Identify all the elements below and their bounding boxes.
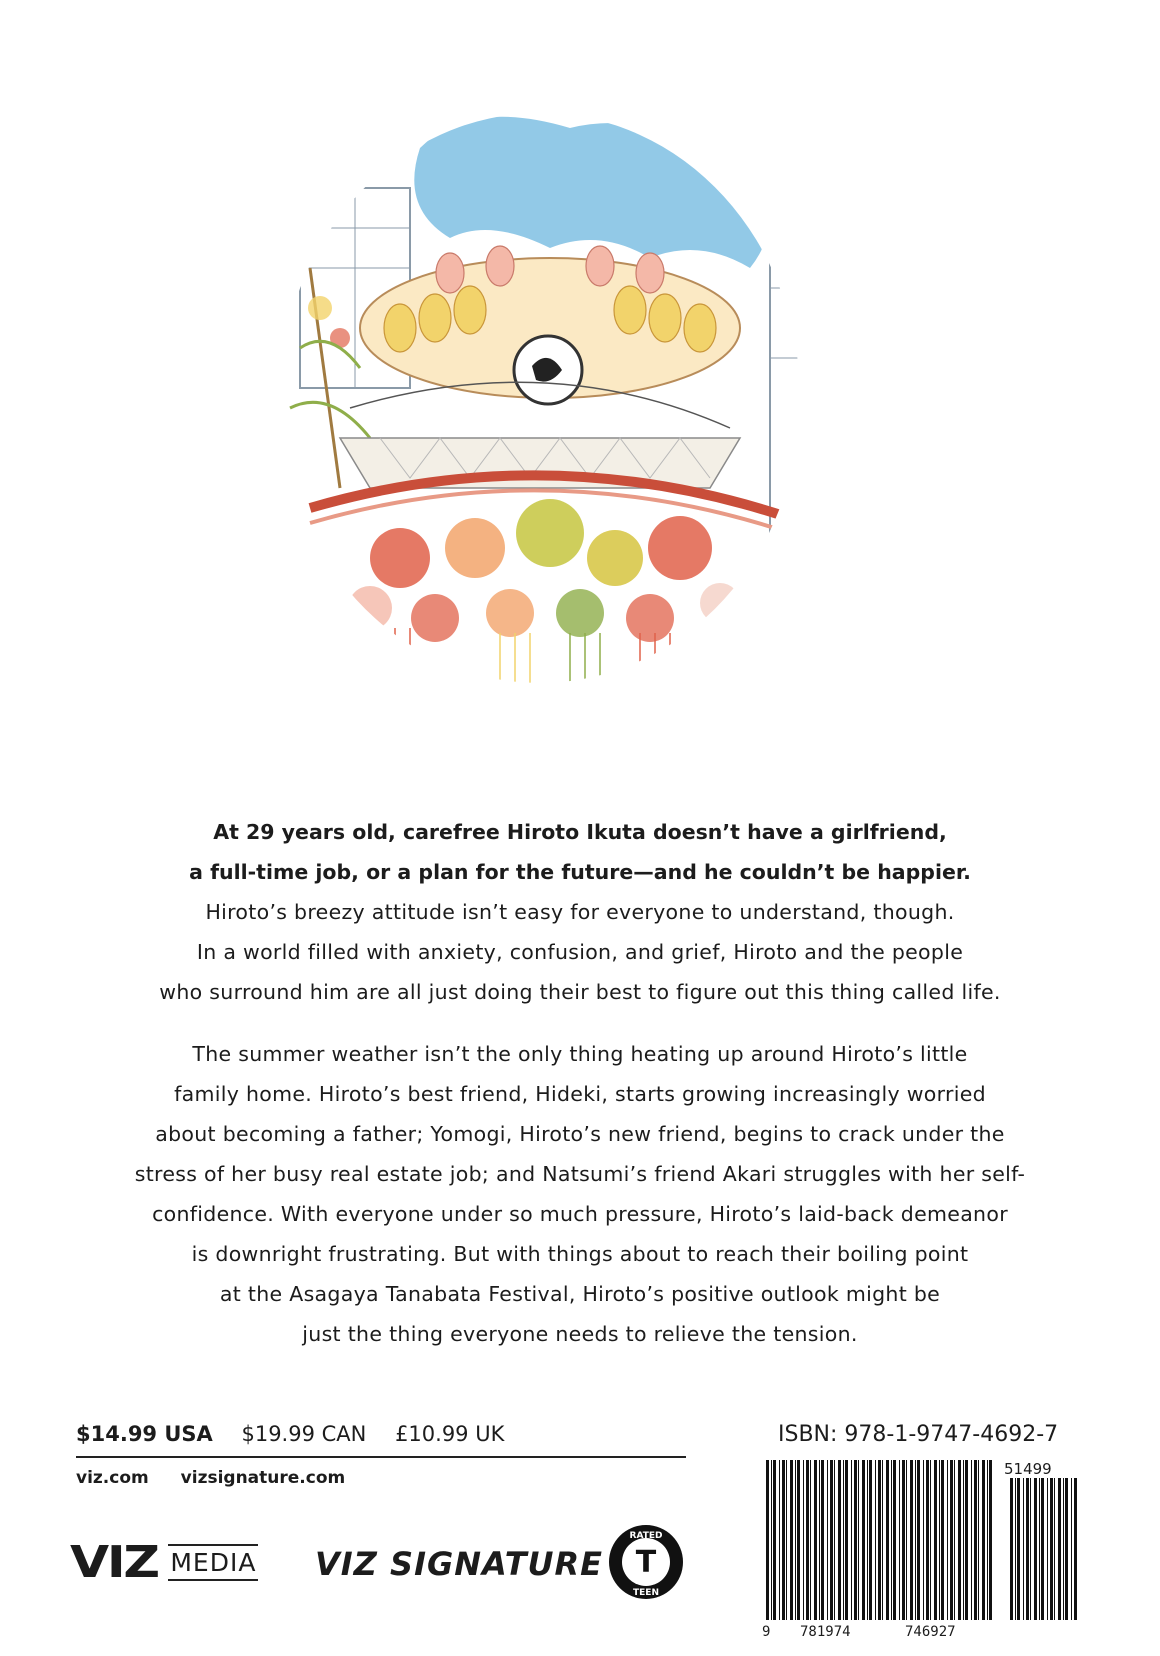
barcode-bar — [766, 1460, 769, 1620]
barcode-bar — [1065, 1478, 1068, 1620]
publisher-urls — [76, 1468, 371, 1488]
isbn-barcode — [760, 1448, 1080, 1628]
viz-media-logo — [70, 1532, 258, 1592]
barcode-bar — [1030, 1478, 1031, 1620]
summary-line: just the thing everyone needs to relieve the tension. — [302, 1322, 858, 1346]
barcode-bar — [1054, 1478, 1055, 1620]
tagline-line: At 29 years old, carefree Hiroto Ikuta doesn’t have a girlfriend, — [213, 820, 947, 844]
summary-line: is downright frustrating. But with things about to reach their boiling point — [191, 1242, 969, 1266]
barcode-bar — [843, 1460, 844, 1620]
price-can: $19.99 CAN — [241, 1422, 367, 1446]
barcode-bar — [1047, 1478, 1048, 1620]
barcode-digit-first: 9 — [762, 1624, 771, 1640]
barcode-bar — [806, 1460, 809, 1620]
price-usa: $14.99 USA — [76, 1422, 213, 1446]
barcode-bar — [978, 1460, 979, 1620]
tagline-line: a full-time job, or a plan for the future—and he couldn’t be happier. — [189, 860, 971, 884]
barcode-bar — [1010, 1478, 1013, 1620]
barcode-bar — [803, 1460, 804, 1620]
barcode-bar — [790, 1460, 793, 1620]
barcode-bar — [858, 1460, 859, 1620]
barcode-bar — [958, 1460, 961, 1620]
viz-signature-logo: VIZ SIGNATURE — [315, 1545, 604, 1583]
barcode-bar — [797, 1460, 800, 1620]
price-uk: £10.99 UK — [395, 1422, 505, 1446]
barcode-bar — [830, 1460, 833, 1620]
barcode-bar — [1017, 1478, 1020, 1620]
summary-line: Hiroto’s breezy attitude isn’t easy for everyone to understand, though. — [205, 900, 955, 924]
barcode-bar — [1034, 1478, 1037, 1620]
barcode-bar — [795, 1460, 796, 1620]
barcode-bar — [950, 1460, 953, 1620]
barcode-bar — [963, 1460, 964, 1620]
barcode-bar — [867, 1460, 868, 1620]
barcode-bar — [906, 1460, 907, 1620]
barcode-bar — [930, 1460, 931, 1620]
barcode-bar — [1015, 1478, 1016, 1620]
barcode-bar — [814, 1460, 817, 1620]
barcode-bar — [923, 1460, 924, 1620]
barcode-bar — [862, 1460, 865, 1620]
barcode-bar — [989, 1460, 992, 1620]
barcode-bar — [854, 1460, 857, 1620]
rating-top-label: RATED — [629, 1531, 663, 1541]
summary-line: The summer weather isn’t the only thing heating up around Hiroto’s little — [192, 1042, 968, 1066]
barcode-bar — [891, 1460, 892, 1620]
barcode-bar — [819, 1460, 820, 1620]
isbn-label: ISBN: 978-1-9747-4692-7 — [778, 1422, 1059, 1447]
barcode-bar — [1023, 1478, 1024, 1620]
barcode-bar — [851, 1460, 852, 1620]
barcode-bar — [786, 1460, 787, 1620]
barcode-bar — [982, 1460, 985, 1620]
barcode-bar — [1026, 1478, 1029, 1620]
barcode-bar — [1074, 1478, 1077, 1620]
barcode-bar — [1050, 1478, 1053, 1620]
summary-line: confidence. With everyone under so much pressure, Hiroto’s laid-back demeanor — [152, 1202, 1008, 1226]
rated-teen-icon — [606, 1522, 686, 1602]
barcode-bar — [941, 1460, 944, 1620]
barcode-bar — [893, 1460, 896, 1620]
barcode-bar — [939, 1460, 940, 1620]
barcode-bar — [987, 1460, 988, 1620]
barcode-bar — [875, 1460, 876, 1620]
summary-line: stress of her busy real estate job; and Natsumi’s friend Akari struggles with her self- — [134, 1162, 1026, 1186]
barcode-bar — [827, 1460, 828, 1620]
barcode-bar — [917, 1460, 920, 1620]
barcode-bar — [834, 1460, 835, 1620]
barcode-bar — [821, 1460, 824, 1620]
barcode-addon-number: 51499 — [1004, 1460, 1052, 1478]
barcode-bar — [782, 1460, 785, 1620]
summary-line: about becoming a father; Yomogi, Hiroto’s new friend, begins to crack under the — [155, 1122, 1005, 1146]
barcode-bar — [910, 1460, 913, 1620]
summary-line: In a world filled with anxiety, confusion, and grief, Hiroto and the people — [196, 940, 964, 964]
barcode-bar — [845, 1460, 848, 1620]
barcode-bar — [1041, 1478, 1044, 1620]
barcode-digits-right: 746927 — [905, 1624, 956, 1640]
rating-letter: T — [635, 1545, 657, 1580]
barcode-digits-left: 781974 — [800, 1624, 851, 1640]
cover-illustration — [270, 108, 810, 688]
rating-bottom-label: TEEN — [633, 1588, 659, 1598]
barcode-bar — [926, 1460, 929, 1620]
barcode-bar — [947, 1460, 948, 1620]
barcode-bar — [974, 1460, 977, 1620]
media-logo-text: MEDIA — [168, 1544, 258, 1581]
price-row — [76, 1422, 686, 1458]
barcode-bar — [779, 1460, 780, 1620]
barcode-bar — [869, 1460, 872, 1620]
barcode-bar — [878, 1460, 881, 1620]
barcode-bar — [915, 1460, 916, 1620]
barcode-bar — [810, 1460, 811, 1620]
barcode-bar — [965, 1460, 968, 1620]
barcode-bar — [886, 1460, 889, 1620]
viz-logo-text: VIZ — [70, 1536, 158, 1588]
url-vizsignature[interactable]: vizsignature.com — [180, 1468, 346, 1488]
barcode-bar — [771, 1460, 772, 1620]
barcode-bar — [1058, 1478, 1061, 1620]
barcode-bar — [882, 1460, 883, 1620]
barcode-bar — [1063, 1478, 1064, 1620]
barcode-bar — [934, 1460, 937, 1620]
barcode-bar — [773, 1460, 776, 1620]
back-cover-blurb — [0, 812, 1160, 1354]
barcode-bar — [1071, 1478, 1072, 1620]
barcode-bar — [899, 1460, 900, 1620]
barcode-bar — [838, 1460, 841, 1620]
summary-line: at the Asagaya Tanabata Festival, Hiroto’s positive outlook might be — [219, 1282, 941, 1306]
barcode-bar — [954, 1460, 955, 1620]
url-viz[interactable]: viz.com — [76, 1468, 149, 1488]
barcode-bar — [902, 1460, 905, 1620]
summary-line: who surround him are all just doing their best to figure out this thing called life. — [159, 980, 1001, 1004]
barcode-bar — [971, 1460, 972, 1620]
barcode-bar — [1039, 1478, 1040, 1620]
summary-line: family home. Hiroto’s best friend, Hideki, starts growing increasingly worried — [174, 1082, 986, 1106]
